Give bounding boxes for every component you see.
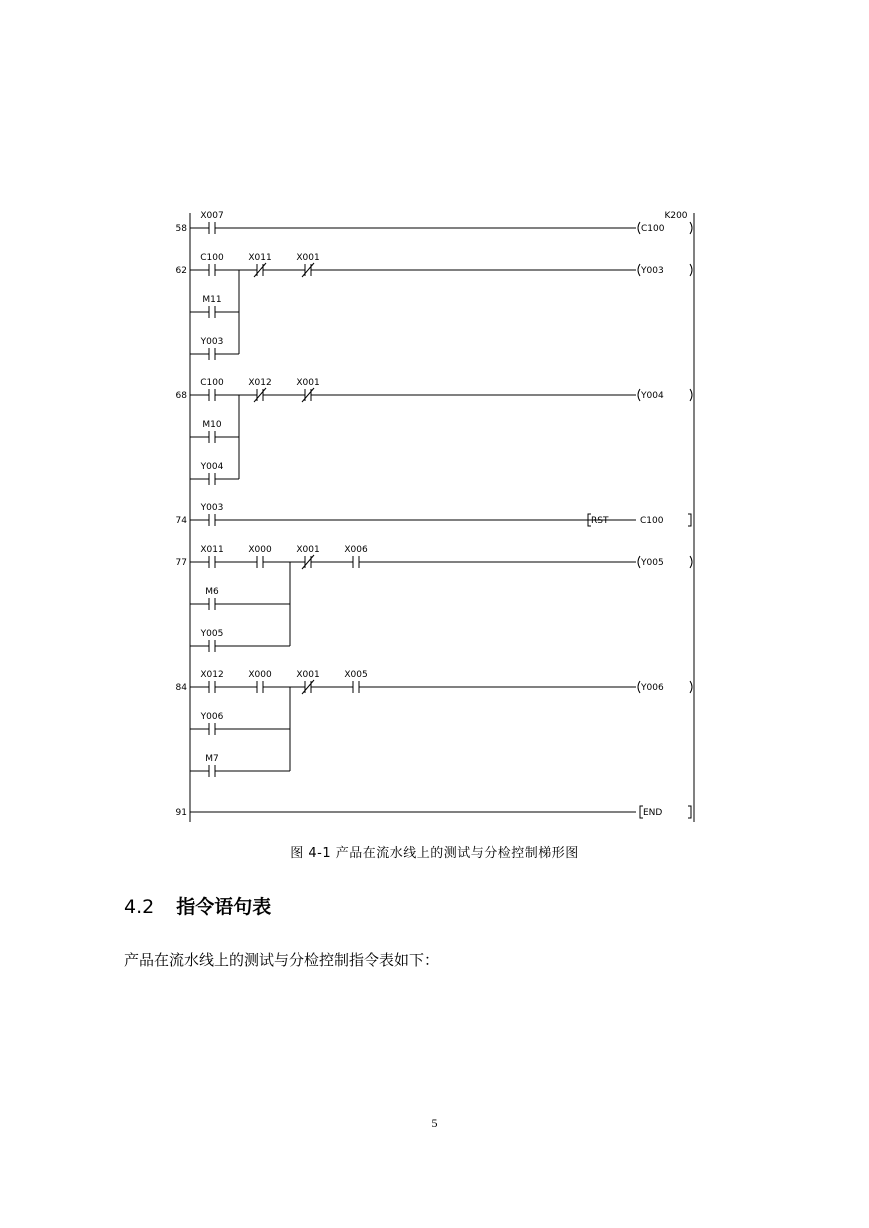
svg-text:Y004: Y004 (200, 462, 224, 472)
section-heading (124, 892, 271, 919)
svg-text:C100: C100 (200, 378, 224, 388)
func-right-bracket (688, 514, 691, 526)
branch-contact-m6 (205, 587, 219, 610)
step-number: 74 (175, 516, 187, 526)
svg-text:Y003: Y003 (200, 503, 224, 513)
coil-left-bracket (638, 222, 640, 234)
coil-left-bracket (638, 681, 640, 693)
coil-label: Y003 (641, 266, 664, 276)
coil-right-bracket (690, 681, 692, 693)
step-number: 84 (175, 683, 187, 693)
svg-text:M10: M10 (202, 420, 222, 430)
svg-text:C100: C100 (200, 253, 224, 263)
coil-label: Y004 (641, 391, 664, 401)
svg-text:X011: X011 (200, 545, 224, 555)
contact-c100 (200, 253, 224, 276)
coil-left-bracket (638, 389, 640, 401)
func-right-bracket (688, 806, 691, 818)
contact-x001 (296, 378, 319, 402)
coil-left-bracket (638, 556, 640, 568)
svg-text:M11: M11 (202, 295, 222, 305)
contact-x012 (200, 670, 223, 693)
svg-text:X012: X012 (200, 670, 224, 680)
contact-x001 (296, 545, 319, 569)
contact-x001 (296, 253, 319, 277)
coil-right-bracket (690, 264, 692, 276)
coil-left-bracket (638, 264, 640, 276)
coil-label: Y006 (641, 683, 664, 693)
coil-right-bracket (690, 222, 692, 234)
contact-c100 (200, 378, 224, 401)
coil-right-bracket (690, 389, 692, 401)
step-number: 62 (175, 266, 187, 276)
branch-contact-y006 (200, 712, 224, 735)
contact-x012 (248, 378, 271, 402)
section-title: 指令语句表 (176, 896, 272, 918)
func-operand: C100 (640, 516, 664, 526)
contact-x000 (248, 670, 272, 693)
step-number: 77 (175, 558, 187, 568)
coil-preset: K200 (664, 211, 688, 221)
svg-text:X000: X000 (248, 545, 272, 555)
contact-y003 (200, 503, 224, 526)
step-number: 68 (175, 391, 187, 401)
step-number: 58 (175, 224, 187, 234)
contact-x001 (296, 670, 319, 694)
svg-text:M6: M6 (205, 587, 219, 597)
branch-contact-m10 (202, 420, 221, 443)
svg-text:X001: X001 (296, 378, 320, 388)
svg-text:Y005: Y005 (200, 629, 224, 639)
func-label: END (643, 808, 663, 818)
svg-text:X001: X001 (296, 253, 320, 263)
contact-x000 (248, 545, 272, 568)
svg-text:X005: X005 (344, 670, 368, 680)
step-number: 91 (175, 808, 187, 818)
svg-text:Y003: Y003 (200, 337, 224, 347)
contact-x011 (200, 545, 223, 568)
svg-text:M7: M7 (205, 754, 219, 764)
contact-x007 (200, 211, 223, 234)
svg-text:X012: X012 (248, 378, 272, 388)
figure-caption: 图 4-1 产品在流水线上的测试与分检控制梯形图 (290, 846, 579, 861)
svg-text:Y006: Y006 (200, 712, 224, 722)
svg-text:X011: X011 (248, 253, 272, 263)
svg-text:X001: X001 (296, 545, 320, 555)
svg-text:X006: X006 (344, 545, 368, 555)
contact-x005 (344, 670, 367, 693)
branch-contact-y004 (200, 462, 224, 485)
page-number: 5 (431, 1116, 438, 1130)
body-paragraph: 产品在流水线上的测试与分检控制指令表如下： (124, 951, 440, 969)
branch-contact-y003 (200, 337, 224, 360)
section-number: 4.2 (124, 896, 155, 918)
branch-contact-y005 (200, 629, 224, 652)
contact-x011 (248, 253, 271, 277)
svg-text:X001: X001 (296, 670, 320, 680)
func-label: RST (591, 516, 609, 526)
svg-text:X000: X000 (248, 670, 272, 680)
branch-contact-m11 (202, 295, 221, 318)
branch-contact-m7 (205, 754, 219, 777)
svg-text:X007: X007 (200, 211, 224, 221)
coil-label: C100 (641, 224, 665, 234)
coil-label: Y005 (641, 558, 664, 568)
contact-x006 (344, 545, 368, 568)
coil-right-bracket (690, 556, 692, 568)
